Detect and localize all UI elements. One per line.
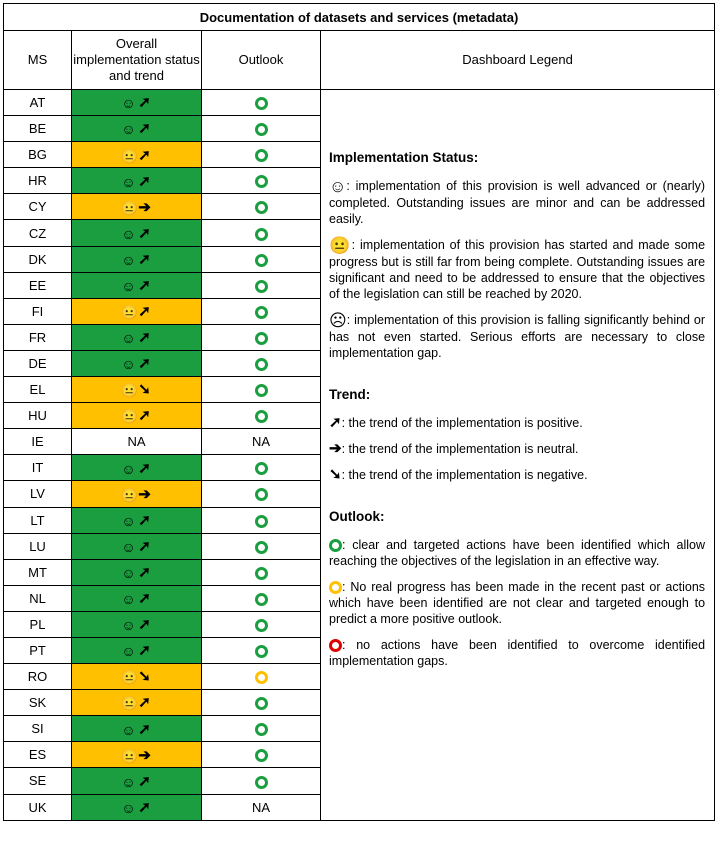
legend-impl-good: ☺: implementation of this provision is well advanced or (nearly) completed. Outstanding issues are minor and can be addressed easily. — [329, 177, 706, 226]
legend-outlook-yellow-text: No real progress has been made in the recent past or actions which have been identified are not clear and targeted enough to predict a more positive outlook. — [329, 580, 706, 626]
arrow-up-right-icon: ➚ — [138, 172, 151, 190]
ms-code: EL — [4, 377, 72, 403]
ms-code: RO — [4, 664, 72, 690]
ms-code: SE — [4, 768, 72, 794]
green-circle-icon — [255, 123, 268, 136]
status-cell — [72, 716, 202, 742]
green-circle-icon — [255, 384, 268, 397]
legend-trend-positive: ➚: the trend of the implementation is positive. — [329, 414, 583, 431]
legend-impl-good-text: implementation of this provision is well advanced or (nearly) completed. Outstanding issues are minor and can be addressed easily. — [329, 179, 706, 226]
smiley-neutral-icon: 😐 — [120, 695, 138, 712]
outlook-cell — [202, 481, 321, 507]
ms-code: HR — [4, 168, 72, 194]
status-cell — [72, 690, 202, 716]
smiley-good-icon: ☺ — [121, 565, 136, 582]
status-cell — [72, 168, 202, 194]
status-cell — [72, 194, 202, 220]
ms-code: PT — [4, 637, 72, 663]
status-cell — [72, 742, 202, 768]
arrow-down-right-icon: ➘ — [138, 381, 151, 399]
green-circle-icon — [255, 645, 268, 658]
ms-code: SK — [4, 690, 72, 716]
smiley-good-icon: ☺ — [121, 799, 136, 816]
outlook-cell — [202, 168, 321, 194]
metadata-dashboard-table — [3, 3, 715, 821]
outlook-cell — [202, 533, 321, 559]
green-circle-icon — [255, 723, 268, 736]
green-circle-icon — [255, 619, 268, 632]
arrow-up-right-icon: ➚ — [138, 720, 151, 738]
smiley-good-icon: ☺ — [121, 277, 136, 294]
green-circle-icon — [255, 462, 268, 475]
arrow-down-right-icon: ➘ — [138, 668, 151, 686]
status-cell — [72, 350, 202, 376]
header-status: Overall implementation status and trend — [72, 31, 202, 90]
ms-code: DK — [4, 246, 72, 272]
arrow-up-right-icon: ➚ — [329, 414, 342, 431]
ms-code: ES — [4, 742, 72, 768]
ms-code: BG — [4, 142, 72, 168]
arrow-up-right-icon: ➚ — [138, 224, 151, 242]
status-cell — [72, 377, 202, 403]
arrow-up-right-icon: ➚ — [138, 329, 151, 347]
outlook-cell — [202, 142, 321, 168]
outlook-cell — [202, 585, 321, 611]
status-cell — [72, 507, 202, 533]
smiley-neutral-icon: 😐 — [120, 304, 138, 321]
outlook-cell — [202, 220, 321, 246]
legend-trend-negative: ➘: the trend of the implementation is negative. — [329, 466, 588, 483]
arrow-up-right-icon: ➚ — [138, 94, 151, 112]
smiley-good-icon: ☺ — [121, 512, 136, 529]
status-cell — [72, 116, 202, 142]
status-cell: NA — [72, 429, 202, 455]
smiley-good-icon: ☺ — [121, 225, 136, 242]
ms-code: IE — [4, 429, 72, 455]
status-cell — [72, 90, 202, 116]
smiley-good-icon: ☺ — [121, 538, 136, 555]
status-cell — [72, 246, 202, 272]
status-cell — [72, 768, 202, 794]
outlook-cell — [202, 272, 321, 298]
green-circle-icon — [255, 593, 268, 606]
arrow-up-right-icon: ➚ — [138, 250, 151, 268]
green-circle-icon — [255, 515, 268, 528]
arrow-up-right-icon: ➚ — [138, 120, 151, 138]
status-cell — [72, 142, 202, 168]
table-title: Documentation of datasets and services (metadata) — [4, 4, 715, 31]
green-circle-icon — [255, 306, 268, 319]
status-cell — [72, 794, 202, 820]
status-cell — [72, 324, 202, 350]
status-cell — [72, 455, 202, 481]
legend-impl-neutral-text: implementation of this provision has started and made some progress but is still far from being complete. Outstanding issues are significant and need to be addressed to ensure that the objectives of the legislation can still be reached by 2020. — [329, 238, 706, 301]
green-circle-icon — [255, 332, 268, 345]
legend-panel — [321, 90, 715, 821]
smiley-neutral-icon: 😐 — [120, 669, 138, 686]
ms-code: LU — [4, 533, 72, 559]
ms-code: MT — [4, 559, 72, 585]
status-cell — [72, 298, 202, 324]
ms-code: CZ — [4, 220, 72, 246]
legend-outlook-green: : clear and targeted actions have been identified which allow reaching the objectives of the legislation in an effective way. — [329, 538, 706, 568]
legend-outlook-red: : no actions have been identified to overcome identified implementation gaps. — [329, 638, 706, 668]
arrow-up-right-icon: ➚ — [138, 798, 151, 816]
outlook-cell — [202, 350, 321, 376]
smiley-good-icon: ☺ — [121, 356, 136, 373]
smiley-good-icon: ☺ — [121, 95, 136, 112]
green-circle-icon — [255, 410, 268, 423]
legend-trend-neutral-text: the trend of the implementation is neutral. — [348, 442, 579, 456]
legend-trend-neutral: ➔: the trend of the implementation is neutral. — [329, 440, 579, 457]
smiley-neutral-icon: 😐 — [120, 486, 138, 503]
arrow-right-icon: ➔ — [138, 746, 151, 764]
ms-code: DE — [4, 350, 72, 376]
outlook-cell — [202, 455, 321, 481]
smiley-good-icon: ☺ — [121, 330, 136, 347]
legend-trend-heading: Trend: — [329, 387, 371, 402]
arrow-down-right-icon: ➘ — [329, 466, 342, 483]
arrow-up-right-icon: ➚ — [138, 146, 151, 164]
status-cell — [72, 611, 202, 637]
smiley-good-icon: ☺ — [329, 177, 347, 196]
arrow-right-icon: ➔ — [138, 198, 151, 216]
green-circle-icon — [255, 776, 268, 789]
smiley-neutral-icon: 😐 — [120, 382, 138, 399]
legend-impl-bad-text: implementation of this provision is falling significantly behind or has not even started. Serious efforts are necessary to close implementation gap. — [329, 313, 706, 360]
header-outlook: Outlook — [202, 31, 321, 90]
legend-outlook-red-text: no actions have been identified to overcome identified implementation gaps. — [329, 638, 706, 668]
status-cell — [72, 403, 202, 429]
arrow-up-right-icon: ➚ — [138, 694, 151, 712]
outlook-cell — [202, 716, 321, 742]
arrow-up-right-icon: ➚ — [138, 537, 151, 555]
legend-content — [321, 90, 714, 669]
smiley-good-icon: ☺ — [121, 591, 136, 608]
outlook-cell — [202, 377, 321, 403]
smiley-good-icon: ☺ — [121, 121, 136, 138]
arrow-up-right-icon: ➚ — [138, 303, 151, 321]
green-circle-icon — [255, 358, 268, 371]
green-circle-icon — [255, 228, 268, 241]
outlook-cell: NA — [202, 429, 321, 455]
ms-code: LT — [4, 507, 72, 533]
header-ms: MS — [4, 31, 72, 90]
outlook-cell — [202, 194, 321, 220]
ms-code: CY — [4, 194, 72, 220]
legend-trend-negative-text: the trend of the implementation is negative. — [348, 468, 588, 482]
ms-code: AT — [4, 90, 72, 116]
outlook-cell — [202, 246, 321, 272]
ms-code: UK — [4, 794, 72, 820]
outlook-cell — [202, 690, 321, 716]
green-circle-icon — [329, 539, 342, 552]
arrow-up-right-icon: ➚ — [138, 355, 151, 373]
smiley-neutral-icon: 😐 — [120, 408, 138, 425]
outlook-cell — [202, 611, 321, 637]
status-cell — [72, 664, 202, 690]
green-circle-icon — [255, 149, 268, 162]
ms-code: IT — [4, 455, 72, 481]
arrow-up-right-icon: ➚ — [138, 276, 151, 294]
legend-outlook-yellow: : No real progress has been made in the recent past or actions which have been identified are not clear and targeted enough to predict a more positive outlook. — [329, 580, 706, 626]
outlook-cell — [202, 768, 321, 794]
green-circle-icon — [255, 97, 268, 110]
arrow-up-right-icon: ➚ — [138, 407, 151, 425]
green-circle-icon — [255, 488, 268, 501]
smiley-neutral-icon: 😐 — [329, 236, 352, 255]
ms-code: EE — [4, 272, 72, 298]
outlook-cell — [202, 116, 321, 142]
arrow-up-right-icon: ➚ — [138, 511, 151, 529]
status-cell — [72, 533, 202, 559]
legend-trend-positive-text: the trend of the implementation is positive. — [348, 416, 583, 430]
smiley-bad-icon: ☹ — [329, 311, 347, 330]
ms-code: FI — [4, 298, 72, 324]
ms-code: NL — [4, 585, 72, 611]
legend-impl-heading: Implementation Status: — [329, 150, 479, 165]
arrow-up-right-icon: ➚ — [138, 616, 151, 634]
status-cell — [72, 559, 202, 585]
smiley-good-icon: ☺ — [121, 173, 136, 190]
smiley-good-icon: ☺ — [121, 721, 136, 738]
green-circle-icon — [255, 201, 268, 214]
header-legend: Dashboard Legend — [321, 31, 715, 90]
outlook-cell — [202, 90, 321, 116]
smiley-good-icon: ☺ — [121, 251, 136, 268]
green-circle-icon — [255, 697, 268, 710]
outlook-cell — [202, 664, 321, 690]
smiley-neutral-icon: 😐 — [120, 199, 138, 216]
green-circle-icon — [255, 541, 268, 554]
smiley-good-icon: ☺ — [121, 643, 136, 660]
green-circle-icon — [255, 749, 268, 762]
status-cell — [72, 637, 202, 663]
ms-code: BE — [4, 116, 72, 142]
legend-impl-neutral: 😐: implementation of this provision has started and made some progress but is still far from being complete. Outstanding issues are significant and need to be addressed to ensure that the objectives of the legislation can still be reached by 2020. — [329, 236, 706, 301]
outlook-cell — [202, 559, 321, 585]
outlook-cell — [202, 324, 321, 350]
green-circle-icon — [255, 175, 268, 188]
green-circle-icon — [255, 254, 268, 267]
arrow-up-right-icon: ➚ — [138, 642, 151, 660]
table-row — [4, 90, 715, 116]
yellow-circle-icon — [329, 581, 342, 594]
smiley-good-icon: ☺ — [121, 617, 136, 634]
outlook-cell — [202, 403, 321, 429]
arrow-right-icon: ➔ — [138, 485, 151, 503]
outlook-cell — [202, 298, 321, 324]
status-cell — [72, 585, 202, 611]
arrow-up-right-icon: ➚ — [138, 459, 151, 477]
outlook-cell — [202, 637, 321, 663]
smiley-neutral-icon: 😐 — [120, 147, 138, 164]
green-circle-icon — [255, 280, 268, 293]
green-circle-icon — [255, 567, 268, 580]
ms-code: SI — [4, 716, 72, 742]
status-cell — [72, 481, 202, 507]
red-circle-icon — [329, 639, 342, 652]
legend-outlook-green-text: clear and targeted actions have been identified which allow reaching the objectives of the legislation in an effective way. — [329, 538, 706, 568]
smiley-good-icon: ☺ — [121, 460, 136, 477]
arrow-up-right-icon: ➚ — [138, 590, 151, 608]
yellow-circle-icon — [255, 671, 268, 684]
legend-impl-bad: ☹: implementation of this provision is falling significantly behind or has not even started. Serious efforts are necessary to close implementation gap. — [329, 311, 706, 360]
outlook-cell: NA — [202, 794, 321, 820]
status-cell — [72, 272, 202, 298]
legend-outlook-heading: Outlook: — [329, 509, 385, 524]
smiley-neutral-icon: 😐 — [120, 747, 138, 764]
ms-code: FR — [4, 324, 72, 350]
status-cell — [72, 220, 202, 246]
outlook-cell — [202, 742, 321, 768]
ms-code: HU — [4, 403, 72, 429]
arrow-right-icon: ➔ — [329, 440, 342, 457]
ms-code: PL — [4, 611, 72, 637]
arrow-up-right-icon: ➚ — [138, 772, 151, 790]
outlook-cell — [202, 507, 321, 533]
arrow-up-right-icon: ➚ — [138, 564, 151, 582]
smiley-good-icon: ☺ — [121, 773, 136, 790]
ms-code: LV — [4, 481, 72, 507]
